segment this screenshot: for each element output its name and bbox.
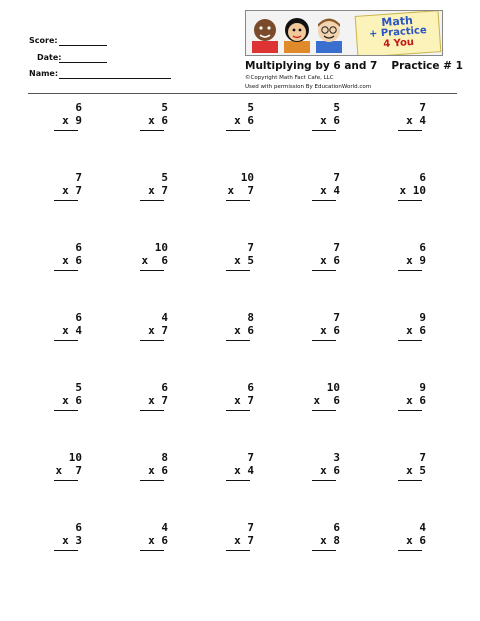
answer-line[interactable] — [226, 480, 250, 481]
problem-multiplier: x 6 — [320, 324, 340, 337]
problem-multiplier: x 9 — [406, 254, 426, 267]
math-practice-logo: Math + Practice 4 You — [355, 10, 442, 56]
answer-line[interactable] — [398, 340, 422, 341]
problem-top-number: 10 — [240, 171, 254, 184]
problem-item — [50, 101, 90, 137]
boy-with-glasses-illustration — [314, 15, 344, 53]
problem-top-number: 6 — [419, 241, 426, 254]
problem-item — [136, 311, 176, 347]
problem-multiplier: x 7 — [62, 184, 82, 197]
problem-item — [50, 521, 90, 557]
problem-top-number: 5 — [161, 171, 168, 184]
problem-multiplier: x 6 — [148, 114, 168, 127]
problem-item — [394, 311, 434, 347]
problem-top-number: 7 — [247, 451, 254, 464]
problem-top-number: 5 — [75, 381, 82, 394]
problem-top-number: 8 — [161, 451, 168, 464]
problem-item — [136, 241, 176, 277]
problem-item — [394, 381, 434, 417]
answer-line[interactable] — [398, 480, 422, 481]
problem-item — [136, 521, 176, 557]
answer-line[interactable] — [140, 130, 164, 131]
problem-top-number: 7 — [247, 241, 254, 254]
problem-top-number: 5 — [247, 101, 254, 114]
practice-number: Practice # 1 — [391, 60, 463, 72]
problem-multiplier: x 4 — [320, 184, 340, 197]
answer-line[interactable] — [54, 270, 78, 271]
score-blank[interactable] — [59, 45, 107, 46]
answer-line[interactable] — [140, 480, 164, 481]
problem-multiplier: x 7 — [148, 324, 168, 337]
problem-item — [136, 171, 176, 207]
problem-multiplier: x 6 — [320, 464, 340, 477]
problem-multiplier: x 6 — [406, 534, 426, 547]
problem-item — [308, 101, 348, 137]
problem-multiplier: x 6 — [313, 394, 340, 407]
problem-top-number: 6 — [75, 101, 82, 114]
date-blank[interactable] — [59, 62, 107, 63]
problem-item — [308, 451, 348, 487]
date-label: Date: — [37, 53, 62, 62]
problem-item — [222, 451, 262, 487]
girl-illustration — [282, 15, 312, 53]
problem-item — [222, 101, 262, 137]
problem-top-number: 6 — [75, 311, 82, 324]
problem-top-number: 7 — [247, 521, 254, 534]
problem-top-number: 7 — [75, 171, 82, 184]
answer-line[interactable] — [226, 270, 250, 271]
answer-line[interactable] — [312, 130, 336, 131]
problem-top-number: 6 — [75, 521, 82, 534]
problem-item — [50, 171, 90, 207]
problem-top-number: 6 — [161, 381, 168, 394]
answer-line[interactable] — [312, 410, 336, 411]
problem-multiplier: x 9 — [62, 114, 82, 127]
worksheet-title — [245, 60, 463, 72]
answer-line[interactable] — [398, 410, 422, 411]
problem-multiplier: x 6 — [62, 394, 82, 407]
problem-top-number: 9 — [419, 381, 426, 394]
answer-line[interactable] — [312, 550, 336, 551]
problem-item — [308, 521, 348, 557]
answer-line[interactable] — [398, 550, 422, 551]
answer-line[interactable] — [226, 410, 250, 411]
problem-multiplier: x 4 — [234, 464, 254, 477]
problem-item — [394, 451, 434, 487]
problem-multiplier: x 8 — [320, 534, 340, 547]
answer-line[interactable] — [312, 200, 336, 201]
problem-multiplier: x 6 — [148, 534, 168, 547]
problem-item — [308, 171, 348, 207]
answer-line[interactable] — [140, 270, 164, 271]
problem-item — [394, 101, 434, 137]
answer-line[interactable] — [398, 270, 422, 271]
problem-multiplier: x 7 — [234, 394, 254, 407]
problem-top-number: 7 — [419, 451, 426, 464]
problem-top-number: 7 — [333, 311, 340, 324]
problem-item — [222, 521, 262, 557]
answer-line[interactable] — [54, 410, 78, 411]
answer-line[interactable] — [226, 550, 250, 551]
name-blank[interactable] — [59, 78, 171, 79]
problem-multiplier: x 5 — [234, 254, 254, 267]
title-text: Multiplying by 6 and 7 — [245, 60, 378, 72]
problem-top-number: 10 — [326, 381, 340, 394]
problem-item — [222, 241, 262, 277]
answer-line[interactable] — [140, 550, 164, 551]
problem-item — [222, 311, 262, 347]
problem-multiplier: x 7 — [55, 464, 82, 477]
problem-item — [394, 521, 434, 557]
problem-multiplier: x 6 — [234, 114, 254, 127]
problem-top-number: 10 — [154, 241, 168, 254]
copyright-text: ©Copyright Math Fact Cafe, LLC — [245, 75, 334, 81]
date-field[interactable] — [37, 53, 62, 62]
score-field[interactable] — [29, 36, 58, 45]
problem-top-number: 3 — [333, 451, 340, 464]
answer-line[interactable] — [54, 550, 78, 551]
problem-multiplier: x 6 — [406, 324, 426, 337]
problem-item — [222, 381, 262, 417]
problem-multiplier: x 4 — [62, 324, 82, 337]
problem-top-number: 7 — [333, 241, 340, 254]
problem-multiplier: x 7 — [234, 534, 254, 547]
answer-line[interactable] — [140, 410, 164, 411]
answer-line[interactable] — [140, 340, 164, 341]
problem-multiplier: x 6 — [406, 394, 426, 407]
problem-multiplier: x 7 — [227, 184, 254, 197]
problem-multiplier: x 5 — [406, 464, 426, 477]
name-label: Name: — [29, 69, 59, 78]
problem-item — [308, 381, 348, 417]
problem-item — [136, 451, 176, 487]
answer-line[interactable] — [398, 200, 422, 201]
answer-line[interactable] — [312, 480, 336, 481]
problem-top-number: 6 — [419, 171, 426, 184]
problem-top-number: 6 — [247, 381, 254, 394]
problem-top-number: 6 — [75, 241, 82, 254]
answer-line[interactable] — [54, 130, 78, 131]
problem-multiplier: x 4 — [406, 114, 426, 127]
problem-multiplier: x 6 — [141, 254, 168, 267]
problem-top-number: 9 — [419, 311, 426, 324]
answer-line[interactable] — [312, 340, 336, 341]
answer-line[interactable] — [398, 130, 422, 131]
problem-top-number: 7 — [419, 101, 426, 114]
problem-multiplier: x 7 — [148, 184, 168, 197]
problem-multiplier: x 6 — [62, 254, 82, 267]
problem-item — [222, 171, 262, 207]
problem-top-number: 4 — [161, 521, 168, 534]
answer-line[interactable] — [54, 200, 78, 201]
problem-top-number: 7 — [333, 171, 340, 184]
problem-top-number: 6 — [333, 521, 340, 534]
answer-line[interactable] — [140, 200, 164, 201]
problem-item — [136, 381, 176, 417]
problem-top-number: 4 — [419, 521, 426, 534]
problem-item — [308, 241, 348, 277]
permission-text: Used with permission By EducationWorld.com — [245, 84, 372, 90]
problem-item — [50, 381, 90, 417]
problem-multiplier: x 6 — [234, 324, 254, 337]
answer-line[interactable] — [226, 130, 250, 131]
problem-top-number: 8 — [247, 311, 254, 324]
problem-top-number: 4 — [161, 311, 168, 324]
banner — [245, 10, 443, 56]
answer-line[interactable] — [54, 340, 78, 341]
problem-item — [394, 171, 434, 207]
answer-line[interactable] — [226, 200, 250, 201]
problem-top-number: 5 — [161, 101, 168, 114]
score-label: Score: — [29, 36, 58, 45]
answer-line[interactable] — [226, 340, 250, 341]
answer-line[interactable] — [54, 480, 78, 481]
header-divider — [28, 93, 457, 94]
problem-top-number: 10 — [68, 451, 82, 464]
problem-item — [50, 451, 90, 487]
boy-illustration — [250, 15, 280, 53]
problem-multiplier: x 6 — [148, 464, 168, 477]
problem-top-number: 5 — [333, 101, 340, 114]
answer-line[interactable] — [312, 270, 336, 271]
problem-multiplier: x 6 — [320, 114, 340, 127]
problem-item — [136, 101, 176, 137]
problem-multiplier: x 3 — [62, 534, 82, 547]
problem-multiplier: x 6 — [320, 254, 340, 267]
name-field[interactable] — [29, 69, 58, 78]
problem-item — [308, 311, 348, 347]
problem-item — [50, 241, 90, 277]
problem-multiplier: x 10 — [399, 184, 426, 197]
problem-item — [394, 241, 434, 277]
problem-item — [50, 311, 90, 347]
problem-multiplier: x 7 — [148, 394, 168, 407]
